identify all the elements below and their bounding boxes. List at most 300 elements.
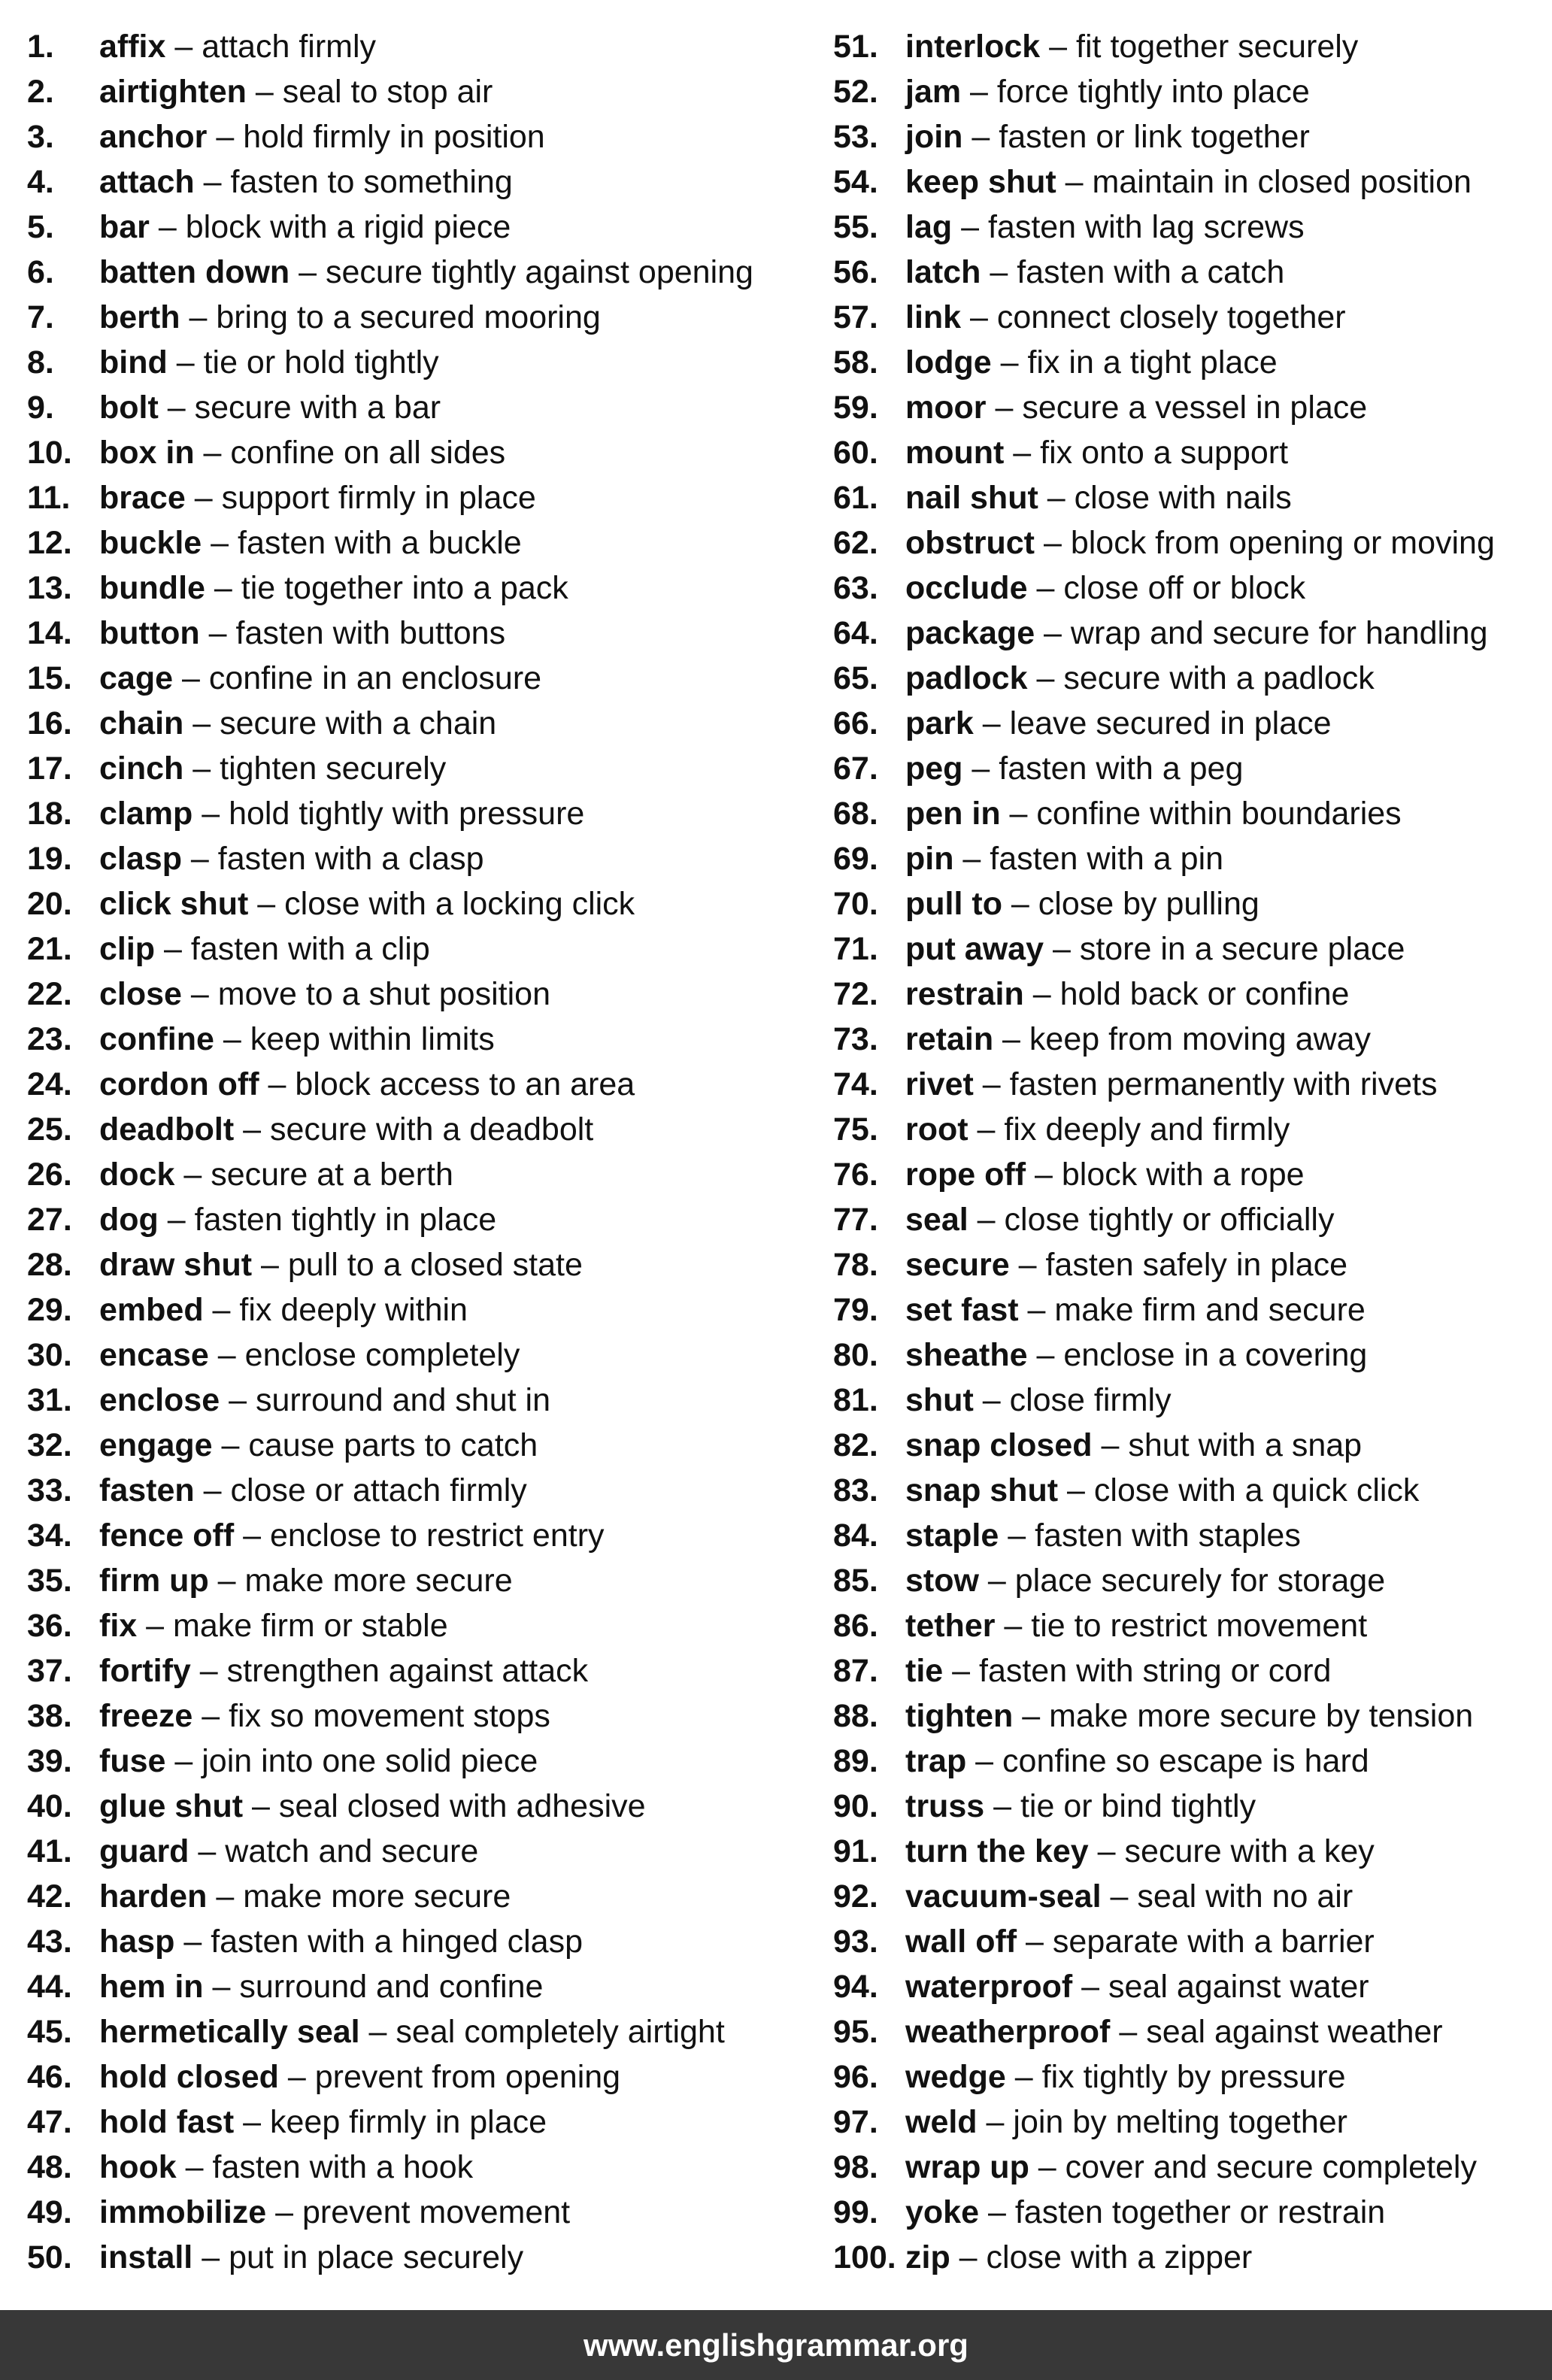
item-number: 6. xyxy=(27,254,54,290)
item-word: restrain xyxy=(905,976,1024,1012)
item-entry xyxy=(905,1739,1369,1784)
item-entry xyxy=(99,1197,496,1242)
item-definition: close firmly xyxy=(1009,1382,1172,1418)
list-item xyxy=(833,475,1552,520)
list-item xyxy=(833,1603,1552,1648)
item-separator: – xyxy=(208,1563,245,1599)
item-definition: close or attach firmly xyxy=(230,1472,527,1508)
item-word: waterproof xyxy=(905,1969,1073,2005)
list-item xyxy=(27,1197,794,1242)
item-definition: close with a quick click xyxy=(1093,1472,1420,1508)
item-word: fence off xyxy=(99,1517,235,1554)
item-definition: confine so escape is hard xyxy=(1002,1743,1369,1779)
item-separator: – xyxy=(995,1608,1032,1644)
list-item xyxy=(833,520,1552,565)
item-word: moor xyxy=(905,390,987,426)
item-separator: – xyxy=(203,1969,240,2005)
list-item xyxy=(27,520,794,565)
item-separator: – xyxy=(1005,2059,1042,2095)
list-item xyxy=(27,1423,794,1468)
item-separator: – xyxy=(973,1382,1010,1418)
item-number: 40. xyxy=(27,1788,72,1824)
item-entry xyxy=(99,1739,538,1784)
item-word: dog xyxy=(99,1202,159,1238)
list-item xyxy=(833,1062,1552,1107)
list-item xyxy=(833,791,1552,836)
list-item xyxy=(833,69,1552,114)
item-number: 81. xyxy=(833,1382,878,1418)
list-item xyxy=(833,340,1552,385)
item-word: package xyxy=(905,615,1035,651)
item-word: enclose xyxy=(99,1382,220,1418)
item-word: shut xyxy=(905,1382,974,1418)
item-word: staple xyxy=(905,1517,999,1554)
item-separator: – xyxy=(165,29,202,65)
list-item xyxy=(27,475,794,520)
item-separator: – xyxy=(1058,1472,1094,1508)
item-separator: – xyxy=(158,1202,195,1238)
item-word: buckle xyxy=(99,525,202,561)
list-item xyxy=(833,565,1552,611)
list-item xyxy=(27,2054,794,2100)
item-definition: fasten with lag screws xyxy=(987,209,1305,245)
item-entry xyxy=(905,881,1259,926)
list-item xyxy=(27,2100,794,2145)
list-item xyxy=(27,159,794,205)
item-number: 71. xyxy=(833,931,878,967)
list-item xyxy=(833,2054,1552,2100)
item-entry xyxy=(905,475,1292,520)
item-definition: close with nails xyxy=(1074,480,1292,516)
item-entry xyxy=(99,836,484,881)
item-separator: – xyxy=(962,119,999,155)
item-definition: secure with a bar xyxy=(194,390,441,426)
item-separator: – xyxy=(181,976,218,1012)
item-definition: enclose to restrict entry xyxy=(270,1517,605,1554)
item-definition: fasten together or restrain xyxy=(1014,2194,1386,2230)
list-item xyxy=(833,746,1552,791)
list-item xyxy=(833,1287,1552,1332)
item-number: 47. xyxy=(27,2104,72,2140)
item-word: berth xyxy=(99,299,180,335)
item-separator: – xyxy=(1018,1292,1055,1328)
list-item xyxy=(833,611,1552,656)
list-item xyxy=(27,791,794,836)
item-entry xyxy=(905,1558,1385,1603)
item-word: embed xyxy=(99,1292,204,1328)
item-number: 26. xyxy=(27,1157,72,1193)
item-entry xyxy=(905,1062,1437,1107)
item-word: airtighten xyxy=(99,74,247,110)
item-number: 7. xyxy=(27,299,54,335)
list-item xyxy=(27,881,794,926)
item-entry xyxy=(99,1693,550,1739)
item-entry xyxy=(99,1513,605,1558)
item-entry xyxy=(99,1784,646,1829)
item-definition: enclose completely xyxy=(244,1337,520,1373)
item-definition: make firm or stable xyxy=(173,1608,448,1644)
item-number: 54. xyxy=(833,164,878,200)
item-definition: block with a rigid piece xyxy=(185,209,511,245)
item-word: weatherproof xyxy=(905,2014,1111,2050)
item-definition: fasten with buttons xyxy=(235,615,506,651)
item-separator: – xyxy=(950,2239,987,2275)
item-definition: fix deeply and firmly xyxy=(1004,1111,1290,1148)
item-number: 58. xyxy=(833,344,878,380)
item-entry xyxy=(905,114,1310,159)
item-number: 92. xyxy=(833,1878,878,1915)
item-number: 91. xyxy=(833,1833,878,1869)
list-item xyxy=(833,2145,1552,2190)
item-separator: – xyxy=(977,2104,1014,2140)
item-number: 100. xyxy=(833,2239,896,2275)
item-definition: cause parts to catch xyxy=(248,1427,538,1463)
item-separator: – xyxy=(192,2239,229,2275)
item-word: nail shut xyxy=(905,480,1038,516)
list-item xyxy=(833,1964,1552,2009)
item-definition: shut with a snap xyxy=(1128,1427,1363,1463)
item-word: keep shut xyxy=(905,164,1056,200)
item-word: turn the key xyxy=(905,1833,1089,1869)
item-number: 89. xyxy=(833,1743,878,1779)
item-entry xyxy=(99,520,522,565)
list-item xyxy=(27,430,794,475)
item-definition: keep firmly in place xyxy=(269,2104,547,2140)
word-list-column-right xyxy=(833,24,1552,2280)
item-entry xyxy=(905,611,1488,656)
item-number: 85. xyxy=(833,1563,878,1599)
item-number: 60. xyxy=(833,435,878,471)
item-word: hasp xyxy=(99,1924,175,1960)
item-definition: move to a shut position xyxy=(217,976,550,1012)
item-number: 73. xyxy=(833,1021,878,1057)
item-definition: enclose in a covering xyxy=(1063,1337,1368,1373)
item-entry xyxy=(905,1332,1367,1378)
item-word: rivet xyxy=(905,1066,974,1102)
item-number: 38. xyxy=(27,1698,72,1734)
item-number: 86. xyxy=(833,1608,878,1644)
item-definition: force tightly into place xyxy=(996,74,1310,110)
item-entry xyxy=(99,1152,453,1197)
item-separator: – xyxy=(1029,2149,1065,2185)
item-entry xyxy=(99,24,376,69)
item-number: 18. xyxy=(27,796,72,832)
item-word: firm up xyxy=(99,1563,209,1599)
item-number: 74. xyxy=(833,1066,878,1102)
item-number: 72. xyxy=(833,976,878,1012)
item-word: occlude xyxy=(905,570,1028,606)
item-separator: – xyxy=(207,1878,244,1915)
item-entry xyxy=(905,430,1288,475)
item-number: 33. xyxy=(27,1472,72,1508)
item-word: trap xyxy=(905,1743,967,1779)
item-separator: – xyxy=(1027,570,1064,606)
item-definition: secure with a deadbolt xyxy=(269,1111,594,1148)
item-definition: tighten securely xyxy=(220,750,447,787)
item-word: install xyxy=(99,2239,193,2275)
item-definition: close by pulling xyxy=(1038,886,1259,922)
item-definition: fasten safely in place xyxy=(1045,1247,1348,1283)
item-separator: – xyxy=(252,1247,288,1283)
item-number: 50. xyxy=(27,2239,72,2275)
item-entry xyxy=(99,1242,583,1287)
list-item xyxy=(833,1693,1552,1739)
item-number: 65. xyxy=(833,660,878,696)
item-number: 67. xyxy=(833,750,878,787)
list-item xyxy=(27,836,794,881)
item-definition: fasten with a hinged clasp xyxy=(211,1924,584,1960)
item-definition: seal closed with adhesive xyxy=(278,1788,646,1824)
item-word: hem in xyxy=(99,1969,204,2005)
item-word: set fast xyxy=(905,1292,1019,1328)
item-number: 69. xyxy=(833,841,878,877)
item-definition: fit together securely xyxy=(1076,29,1359,65)
item-number: 95. xyxy=(833,2014,878,2050)
item-word: put away xyxy=(905,931,1044,967)
item-word: button xyxy=(99,615,200,651)
item-word: immobilize xyxy=(99,2194,267,2230)
item-entry xyxy=(905,2100,1347,2145)
list-item xyxy=(27,2009,794,2054)
item-entry xyxy=(99,1378,550,1423)
item-definition: secure with a chain xyxy=(220,705,497,741)
item-separator: – xyxy=(1035,525,1071,561)
item-number: 52. xyxy=(833,74,878,110)
item-separator: – xyxy=(968,1202,1005,1238)
item-number: 70. xyxy=(833,886,878,922)
item-word: peg xyxy=(905,750,963,787)
item-entry xyxy=(99,340,439,385)
item-separator: – xyxy=(952,209,988,245)
item-word: fix xyxy=(99,1608,138,1644)
item-entry xyxy=(99,881,635,926)
item-separator: – xyxy=(1013,1698,1050,1734)
item-entry xyxy=(99,1332,520,1378)
item-separator: – xyxy=(183,705,220,741)
item-entry xyxy=(99,205,511,250)
item-definition: fasten with a clasp xyxy=(217,841,484,877)
item-entry xyxy=(99,159,513,205)
item-entry xyxy=(99,1919,583,1964)
item-word: encase xyxy=(99,1337,209,1373)
item-word: draw shut xyxy=(99,1247,253,1283)
item-definition: make more secure xyxy=(244,1563,513,1599)
list-item xyxy=(833,250,1552,295)
item-number: 28. xyxy=(27,1247,72,1283)
item-entry xyxy=(905,520,1495,565)
item-entry xyxy=(99,565,568,611)
item-definition: fix tightly by pressure xyxy=(1041,2059,1346,2095)
item-definition: secure with a key xyxy=(1124,1833,1375,1869)
item-number: 25. xyxy=(27,1111,72,1148)
item-definition: secure with a padlock xyxy=(1063,660,1375,696)
item-definition: hold back or confine xyxy=(1059,976,1350,1012)
item-entry xyxy=(99,1964,543,2009)
item-separator: – xyxy=(1026,1157,1062,1193)
item-definition: seal against weather xyxy=(1146,2014,1443,2050)
item-entry xyxy=(99,611,505,656)
item-separator: – xyxy=(1040,29,1077,65)
list-item xyxy=(833,972,1552,1017)
item-separator: – xyxy=(167,344,204,380)
item-separator: – xyxy=(984,1788,1020,1824)
item-entry xyxy=(905,1829,1375,1874)
list-item xyxy=(27,1558,794,1603)
list-item xyxy=(833,1829,1552,1874)
list-item xyxy=(833,701,1552,746)
item-word: link xyxy=(905,299,962,335)
item-definition: seal completely airtight xyxy=(396,2014,725,2050)
item-number: 76. xyxy=(833,1157,878,1193)
item-word: fasten xyxy=(99,1472,195,1508)
item-definition: close off or block xyxy=(1063,570,1306,606)
list-item xyxy=(833,1017,1552,1062)
item-number: 39. xyxy=(27,1743,72,1779)
list-item xyxy=(833,2190,1552,2235)
item-entry xyxy=(99,1468,527,1513)
item-number: 84. xyxy=(833,1517,878,1554)
item-number: 17. xyxy=(27,750,72,787)
item-entry xyxy=(99,746,446,791)
item-number: 4. xyxy=(27,164,54,200)
item-definition: close with a locking click xyxy=(284,886,635,922)
item-word: attach xyxy=(99,164,195,200)
item-definition: fasten permanently with rivets xyxy=(1009,1066,1438,1102)
list-item xyxy=(833,1242,1552,1287)
item-number: 22. xyxy=(27,976,72,1012)
item-word: lag xyxy=(905,209,953,245)
item-separator: – xyxy=(214,1021,250,1057)
item-number: 93. xyxy=(833,1924,878,1960)
item-number: 31. xyxy=(27,1382,72,1418)
item-definition: fasten with a catch xyxy=(1017,254,1285,290)
item-entry xyxy=(905,1513,1301,1558)
item-word: anchor xyxy=(99,119,208,155)
item-entry xyxy=(905,159,1472,205)
item-separator: – xyxy=(1023,976,1060,1012)
item-word: cinch xyxy=(99,750,184,787)
item-definition: fix deeply within xyxy=(239,1292,468,1328)
list-item xyxy=(833,1874,1552,1919)
list-item xyxy=(27,1874,794,1919)
item-definition: seal against water xyxy=(1108,1969,1369,2005)
item-number: 63. xyxy=(833,570,878,606)
item-word: hold closed xyxy=(99,2059,279,2095)
item-separator: – xyxy=(1072,1969,1108,2005)
list-item xyxy=(27,1287,794,1332)
item-separator: – xyxy=(1035,615,1071,651)
list-item xyxy=(27,972,794,1017)
item-separator: – xyxy=(961,74,997,110)
item-word: park xyxy=(905,705,974,741)
item-separator: – xyxy=(173,660,209,696)
item-number: 77. xyxy=(833,1202,878,1238)
item-separator: – xyxy=(234,1111,270,1148)
item-entry xyxy=(905,1784,1256,1829)
item-word: vacuum-seal xyxy=(905,1878,1102,1915)
item-number: 10. xyxy=(27,435,72,471)
list-item xyxy=(27,2190,794,2235)
item-entry xyxy=(99,656,541,701)
item-number: 51. xyxy=(833,29,878,65)
item-definition: make firm and secure xyxy=(1054,1292,1366,1328)
item-definition: make more secure by tension xyxy=(1049,1698,1474,1734)
item-word: jam xyxy=(905,74,962,110)
item-separator: – xyxy=(246,74,283,110)
item-entry xyxy=(905,1468,1419,1513)
item-entry xyxy=(99,250,753,295)
item-word: mount xyxy=(905,435,1005,471)
list-item xyxy=(833,656,1552,701)
item-definition: hold firmly in position xyxy=(243,119,545,155)
list-item xyxy=(833,1423,1552,1468)
list-item xyxy=(833,2235,1552,2280)
item-word: zip xyxy=(905,2239,950,2275)
item-word: wedge xyxy=(905,2059,1006,2095)
item-separator: – xyxy=(979,2194,1015,2230)
list-item xyxy=(833,430,1552,475)
item-separator: – xyxy=(220,1382,256,1418)
item-number: 61. xyxy=(833,480,878,516)
list-item xyxy=(27,926,794,972)
item-number: 11. xyxy=(27,480,71,516)
item-definition: connect closely together xyxy=(996,299,1346,335)
item-definition: fasten with string or cord xyxy=(979,1653,1332,1689)
item-word: hermetically seal xyxy=(99,2014,360,2050)
item-word: lodge xyxy=(905,344,992,380)
list-item xyxy=(833,881,1552,926)
item-number: 83. xyxy=(833,1472,878,1508)
item-separator: – xyxy=(181,841,218,877)
item-number: 42. xyxy=(27,1878,72,1915)
item-definition: secure tightly against opening xyxy=(326,254,753,290)
item-entry xyxy=(905,791,1402,836)
item-entry xyxy=(99,972,550,1017)
item-entry xyxy=(99,1287,468,1332)
item-definition: secure a vessel in place xyxy=(1022,390,1368,426)
list-item xyxy=(27,2145,794,2190)
item-separator: – xyxy=(1110,2014,1147,2050)
item-entry xyxy=(99,1558,513,1603)
item-number: 19. xyxy=(27,841,72,877)
item-definition: fasten with a peg xyxy=(999,750,1244,787)
item-entry xyxy=(99,385,441,430)
item-word: pen in xyxy=(905,796,1001,832)
item-separator: – xyxy=(202,525,238,561)
list-item xyxy=(27,385,794,430)
item-separator: – xyxy=(185,480,222,516)
item-separator: – xyxy=(190,1653,227,1689)
item-word: pull to xyxy=(905,886,1002,922)
list-item xyxy=(27,1739,794,1784)
item-number: 99. xyxy=(833,2194,878,2230)
item-entry xyxy=(905,1287,1366,1332)
item-entry xyxy=(905,746,1243,791)
item-entry xyxy=(905,69,1310,114)
item-separator: – xyxy=(1056,164,1093,200)
item-word: batten down xyxy=(99,254,290,290)
item-number: 34. xyxy=(27,1517,72,1554)
item-definition: leave secured in place xyxy=(1009,705,1332,741)
item-number: 45. xyxy=(27,2014,72,2050)
list-item xyxy=(27,1062,794,1107)
item-entry xyxy=(99,926,430,972)
item-separator: – xyxy=(962,750,999,787)
item-separator: – xyxy=(289,254,326,290)
list-item xyxy=(833,1784,1552,1829)
item-separator: – xyxy=(192,1698,229,1734)
item-entry xyxy=(905,836,1223,881)
